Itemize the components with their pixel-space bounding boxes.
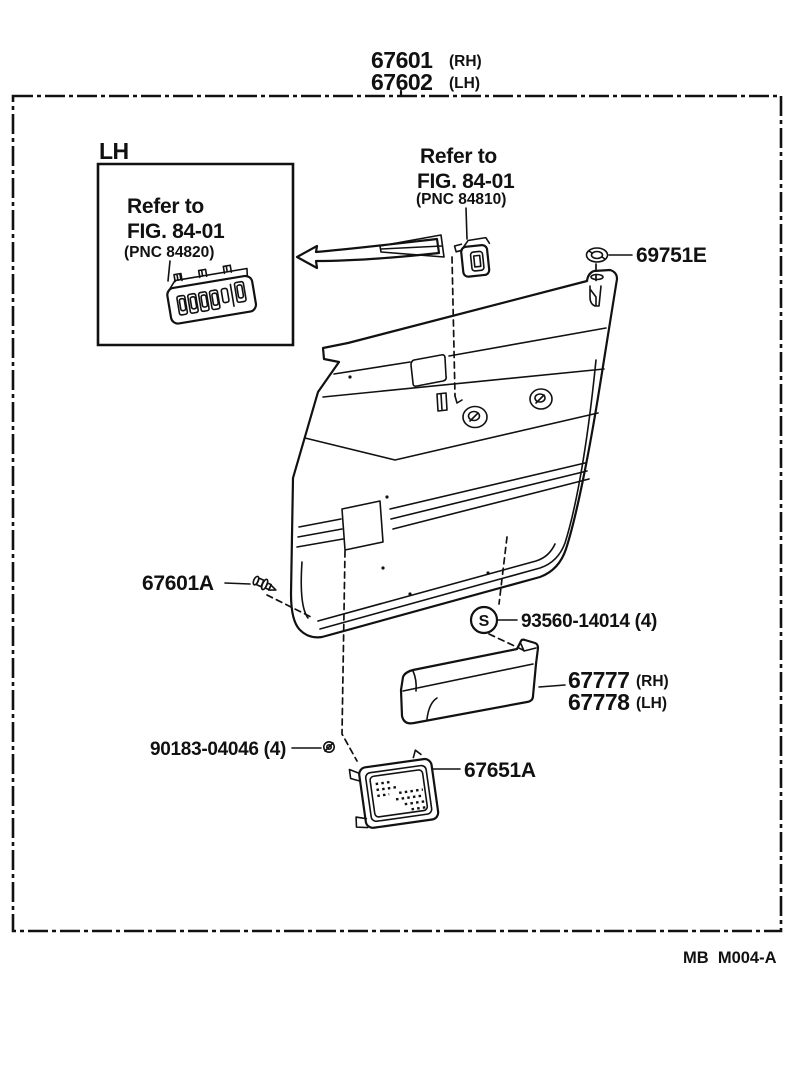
- inset-fig: FIG. 84-01: [127, 220, 225, 243]
- title-rh-side: (RH): [449, 53, 482, 70]
- inset-switch-drawing: [164, 262, 257, 325]
- window-switch-drawing: [454, 237, 493, 277]
- speaker-grille-drawing: [347, 748, 439, 830]
- nut-drawing: [324, 742, 334, 752]
- armrest-rh-number: 67777: [568, 667, 630, 693]
- topref-leader-line: [466, 208, 467, 239]
- inset-pnc: (PNC 84820): [124, 244, 215, 261]
- armrest-drawing: [401, 640, 538, 724]
- armrest-rh-side: (RH): [636, 673, 669, 690]
- grommet-label: 69751E: [636, 244, 707, 267]
- trim-clip-label: 67601A: [142, 572, 214, 595]
- armrest-lh-side: (LH): [636, 695, 667, 712]
- top-reference-block: [416, 145, 515, 239]
- title-lh-number: 67602: [371, 69, 433, 95]
- title-lh-side: (LH): [449, 75, 480, 92]
- inset-corner-label: LH: [99, 138, 129, 164]
- screw-symbol-letter: S: [478, 613, 490, 630]
- screw-symbol: [471, 607, 497, 633]
- trim-clip-drawing: [252, 575, 279, 595]
- topref-pnc: (PNC 84810): [416, 191, 507, 208]
- footer-code: MB M004-A: [683, 949, 777, 967]
- screw-label: 93560-14014 (4): [521, 611, 657, 632]
- armrest-lh-number: 67778: [568, 689, 630, 715]
- inset-refer-to: Refer to: [127, 195, 204, 218]
- topref-refer-to: Refer to: [420, 145, 497, 168]
- inset-leader-line: [168, 261, 170, 281]
- lh-inset-box: [98, 138, 293, 345]
- direction-arrow: [297, 239, 439, 268]
- nut-label: 90183-04046 (4): [150, 739, 286, 760]
- title-rh-number: 67601: [371, 47, 433, 73]
- armrest-leader-line: [539, 685, 565, 687]
- grommet-drawing: [587, 248, 608, 262]
- speaker-grille-label: 67651A: [464, 759, 536, 782]
- trim-clip-leader-line: [225, 583, 250, 584]
- topref-fig: FIG. 84-01: [417, 170, 515, 193]
- title-block: [371, 47, 482, 96]
